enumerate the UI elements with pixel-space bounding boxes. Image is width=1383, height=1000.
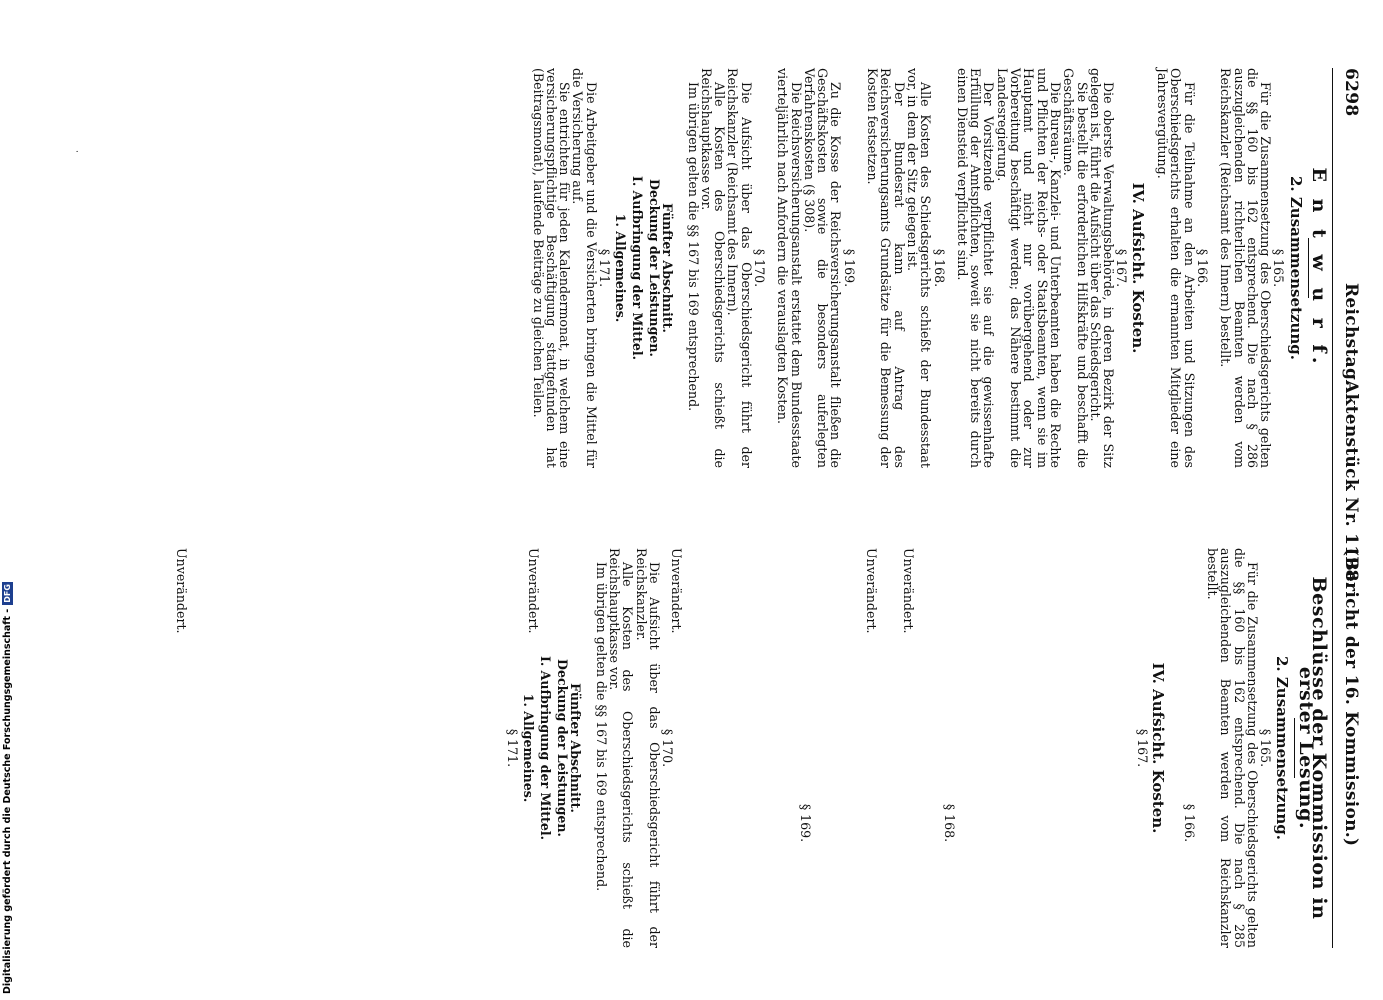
- right-column: [505, 548, 1330, 948]
- scan-mark: ·: [71, 150, 81, 153]
- dfg-logo: DFG: [3, 584, 12, 603]
- unchanged-171: Unverändert.: [174, 548, 189, 634]
- left-text-170a: Die Aufsicht über das Oberschiedsgericht führt der Reichskanzler (Reichsamt des Innern).: [725, 68, 754, 468]
- right-sub-1: 1. Allgemeines.: [521, 693, 537, 803]
- left-para-168: § 168.: [931, 248, 947, 288]
- right-section5-sub: Deckung der Leistungen.: [555, 659, 571, 837]
- left-heading-165: 2. Zusammensetzung.: [1286, 175, 1305, 361]
- unchanged-167: Unverändert.: [864, 548, 879, 634]
- left-text-169b: Die Reichsversicherungsanstalt erstattet dem Bundesstaate vierteljährlich nach Anfordern die verauslagten Kosten.: [775, 68, 804, 468]
- right-section-i: I. Aufbringung der Mittel.: [537, 655, 553, 841]
- digitization-footer: [2, 582, 13, 994]
- right-text-165: Für die Zusammensetzung des Oberschiedsgerichts gelten die §§ 160 bis 162 entsprechend. Die nach § 285 auszugleichenden Beamten werden vom Reichskanzler bestellt.: [1204, 548, 1260, 948]
- left-text-167b: Sie bestellt die erforderlichen Hilfskräfte und beschafft die Geschäftsräume.: [1061, 68, 1090, 468]
- report-label: (Bericht der 16. Kommission.): [1341, 548, 1361, 847]
- left-section5-sub: Deckung der Leistungen.: [646, 179, 662, 357]
- right-para-165: § 165.: [1258, 728, 1274, 768]
- left-text-167d: Der Vorsitzende verpflichtet sie auf die gewissenhafte Erfüllung der Amtspflichten, soweit sie nicht bereits durch einen Diensteid verpflichtet sind.: [954, 68, 997, 468]
- left-text-166: Für die Teilnahme an den Arbeiten und Sitzungen des Oberschiedsgerichts erhalten die ernannten Mitglieder eine Jahresvergütung.: [1155, 68, 1197, 468]
- right-para-168: § 168.: [941, 803, 957, 843]
- right-text-170b: Alle Kosten des Oberschiedsgerichts schießt die Reichshauptkasse vor.: [606, 548, 636, 948]
- left-title: E n t w u r f.: [1308, 167, 1330, 369]
- publisher: Reichstag.: [1341, 283, 1361, 387]
- left-para-166: § 166.: [1194, 248, 1210, 288]
- right-para-171: § 171.: [505, 728, 521, 768]
- left-text-171a: Die Arbeitgeber und die Versicherten bringen die Mittel für die Versicherung auf.: [570, 68, 599, 468]
- left-text-167a: Die oberste Verwaltungsbehörde, in deren Bezirk der Sitz gelegen ist, führt die Aufsicht über das Schiedsgericht.: [1087, 68, 1117, 468]
- left-text-169a: Zu die Kosse der Reichsversicherungsanstalt fließen die Geschäftskosten sowie die besonders auferlegten Verfahrenskosten (§ 308).: [801, 68, 844, 468]
- header-rule: [1332, 68, 1333, 948]
- left-para-171: § 171.: [597, 248, 613, 288]
- left-text-168b: Der Bundesrat kann auf Antrag des Reichsversicherungsamts Grundsätze für die Bemessung der Kosten festsetzen.: [865, 68, 907, 468]
- left-para-165: § 165.: [1271, 248, 1287, 288]
- document-number: Aktenstück Nr. 1198.: [1341, 380, 1361, 588]
- right-para-166: § 166.: [1181, 803, 1197, 843]
- left-heading-iv: IV. Aufsicht. Kosten.: [1128, 182, 1147, 354]
- right-para-170: § 170.: [660, 728, 676, 768]
- unchanged-166: Unverändert.: [901, 548, 916, 634]
- right-heading-165: 2. Zusammensetzung.: [1273, 655, 1292, 841]
- left-text-168a: Alle Kosten des Schiedsgerichts schießt der Bundesstaat vor, in dem der Sitz gelegen ist.: [904, 68, 934, 468]
- left-section-i: I. Aufbringung der Mittel.: [629, 175, 645, 361]
- right-text-170c: Im übrigen gelten die §§ 167 bis 169 entsprechend.: [593, 562, 609, 892]
- left-para-169: § 169.: [841, 248, 857, 288]
- right-section5-title: Fünfter Abschnitt.: [568, 683, 584, 813]
- unchanged-168: Unverändert.: [669, 548, 684, 634]
- left-text-170b: Alle Kosten des Oberschiedsgerichts schießt die Reichshauptkasse vor.: [698, 68, 728, 468]
- left-text-165: Für die Zusammensetzung des Oberschiedsgerichts gelten die §§ 160 bis 162 entsprechend. Die nach § 286 auszugleichenden richterlichen Beamten werden vom Reichskanzler (Reichsamt des Innern) bestellt.: [1218, 68, 1274, 468]
- right-title: Beschlüsse der Kommission in erster Lesung.: [1294, 576, 1330, 920]
- left-text-170c: Im übrigen gelten die §§ 167 bis 169 entsprechend.: [685, 82, 701, 412]
- page-number: 6298: [1341, 68, 1361, 117]
- right-para-167: § 167.: [1135, 728, 1151, 768]
- left-text-167c: Die Bureau-, Kanzlei- und Unterbeamten haben die Rechte und Pflichten der Reichs- oder Staatsbeamten, wenn sie im Hauptamt und nicht nur vorübergehend oder zur Vorbereitung beschäftigt werden; das Nähere bestimmt die Landesregierung.: [994, 68, 1063, 468]
- digitization-note: Digitalisierung gefördert durch die Deutsche Forschungsgemeinschaft -: [2, 608, 13, 994]
- left-para-167: § 167.: [1114, 248, 1130, 288]
- right-heading-iv: IV. Aufsicht. Kosten.: [1149, 662, 1168, 834]
- right-text-170a: Die Aufsicht über das Oberschiedsgericht führt der Reichskanzler.: [633, 548, 662, 948]
- left-text-171b: Sie entrichten für jeden Kalendermonat, in welchem eine versicherungspflichtige Beschäftigung stattgefunden hat (Beitragsmonat), laufende Beiträge zu gleichen Teilen.: [530, 68, 573, 468]
- right-para-169: § 169.: [798, 803, 814, 843]
- left-section5-title: Fünfter Abschnitt.: [660, 203, 676, 333]
- left-para-170: § 170.: [752, 248, 768, 288]
- unchanged-169: Unverändert.: [526, 548, 541, 634]
- left-column: [530, 68, 1330, 468]
- left-sub-1: 1. Allgemeines.: [613, 213, 629, 323]
